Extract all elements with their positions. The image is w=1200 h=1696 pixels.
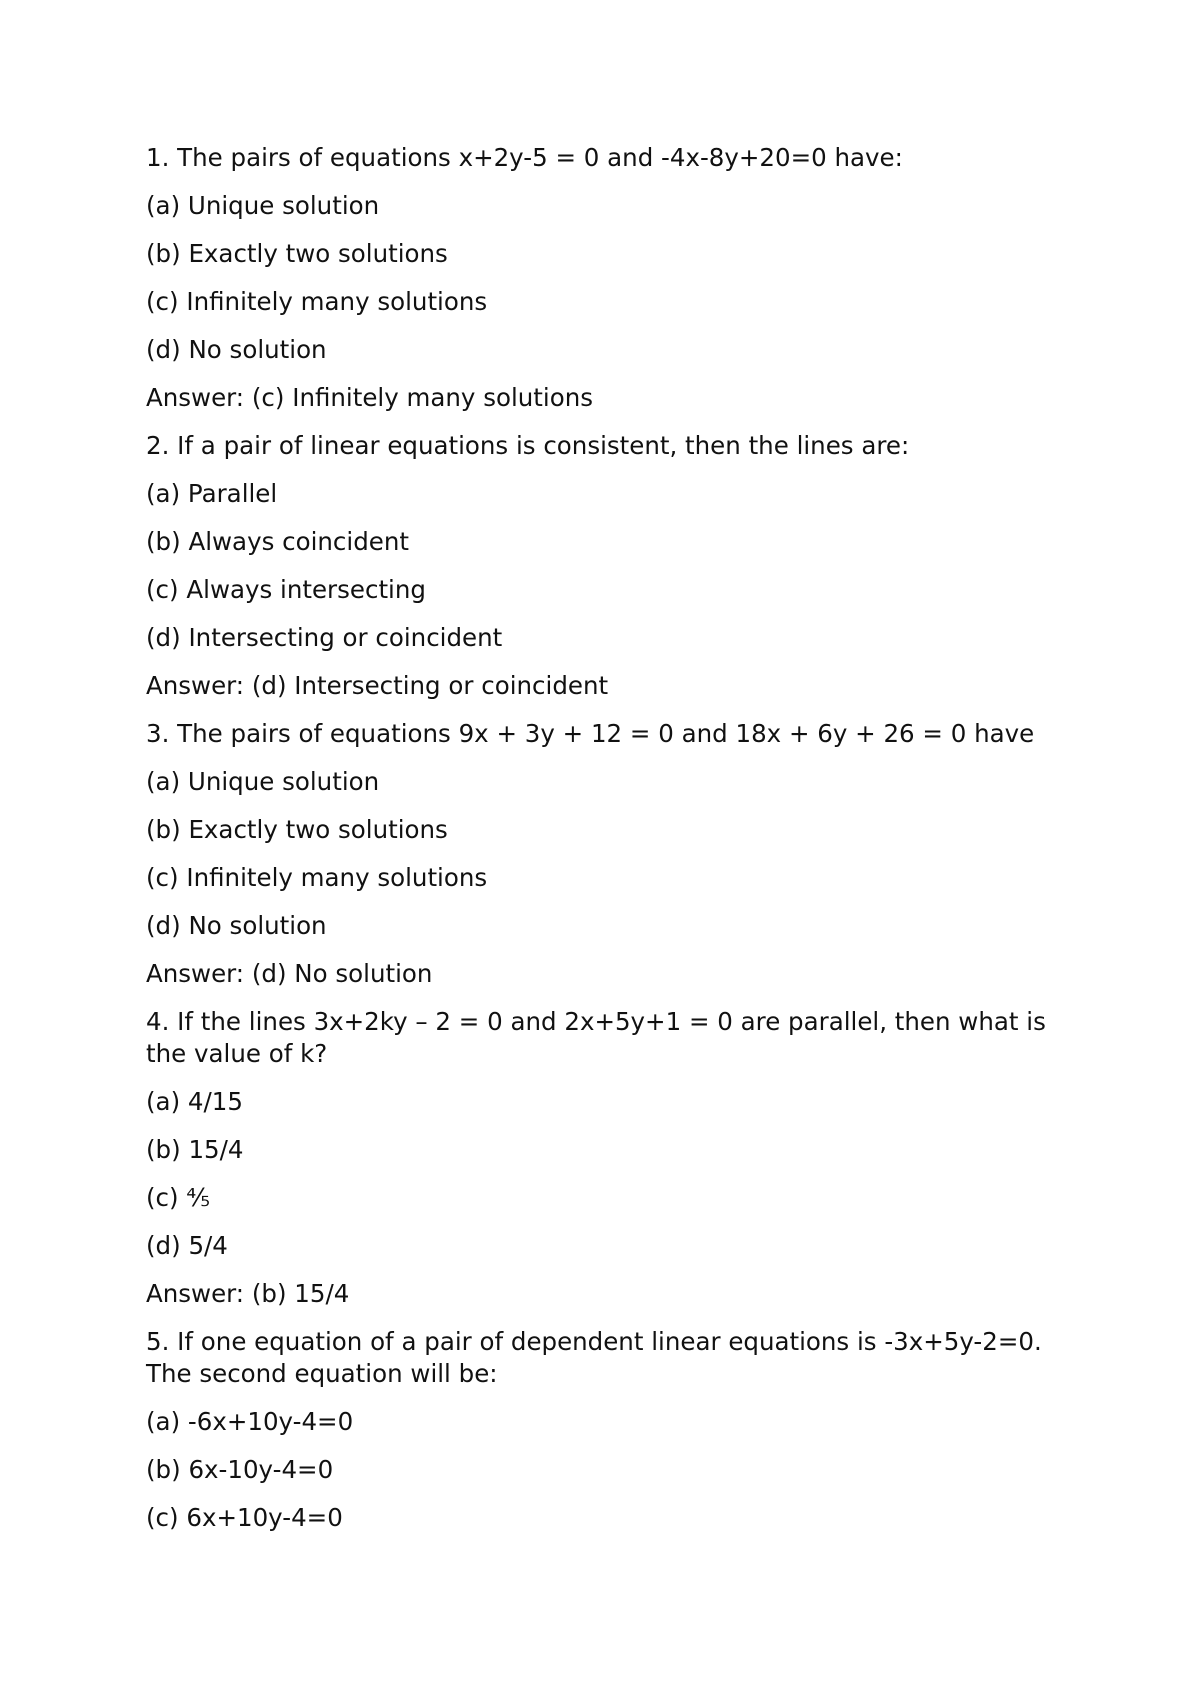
- question-5-option-c: (c) 6x+10y-4=0: [146, 1503, 343, 1532]
- question-2-option-b: (b) Always coincident: [146, 527, 409, 556]
- question-1-option-b: (b) Exactly two solutions: [146, 239, 448, 268]
- question-4-option-b: (b) 15/4: [146, 1135, 244, 1164]
- question-5-text: 5. If one equation of a pair of dependent linear equations is -3x+5y-2=0. The second equation will be:: [146, 1327, 1042, 1388]
- question-1-option-c: (c) Infinitely many solutions: [146, 287, 488, 316]
- question-5-option-a: (a) -6x+10y-4=0: [146, 1407, 354, 1436]
- question-3-option-c: (c) Infinitely many solutions: [146, 863, 488, 892]
- question-3-option-d: (d) No solution: [146, 911, 327, 940]
- question-4-option-c: (c) ⅘: [146, 1183, 211, 1212]
- question-3-text: 3. The pairs of equations 9x + 3y + 12 = 0 and 18x + 6y + 26 = 0 have: [146, 719, 1035, 748]
- question-3-option-b: (b) Exactly two solutions: [146, 815, 448, 844]
- question-2-answer: Answer: (d) Intersecting or coincident: [146, 671, 609, 700]
- question-3-option-a: (a) Unique solution: [146, 767, 380, 796]
- question-4-option-a: (a) 4/15: [146, 1087, 243, 1116]
- question-4-option-d: (d) 5/4: [146, 1231, 228, 1260]
- question-1-option-a: (a) Unique solution: [146, 191, 380, 220]
- question-3-answer: Answer: (d) No solution: [146, 959, 433, 988]
- question-2-option-c: (c) Always intersecting: [146, 575, 426, 604]
- question-4-text: 4. If the lines 3x+2ky – 2 = 0 and 2x+5y+1 = 0 are parallel, then what is the value of k?: [146, 1007, 1046, 1068]
- question-2-option-d: (d) Intersecting or coincident: [146, 623, 503, 652]
- question-1-answer: Answer: (c) Infinitely many solutions: [146, 383, 593, 412]
- question-2-text: 2. If a pair of linear equations is consistent, then the lines are:: [146, 431, 910, 460]
- question-2-option-a: (a) Parallel: [146, 479, 278, 508]
- worksheet-page: [146, 142, 1086, 1550]
- question-5-option-b: (b) 6x-10y-4=0: [146, 1455, 334, 1484]
- question-4-answer: Answer: (b) 15/4: [146, 1279, 350, 1308]
- question-1-option-d: (d) No solution: [146, 335, 327, 364]
- question-1-text: 1. The pairs of equations x+2y-5 = 0 and -4x-8y+20=0 have:: [146, 143, 903, 172]
